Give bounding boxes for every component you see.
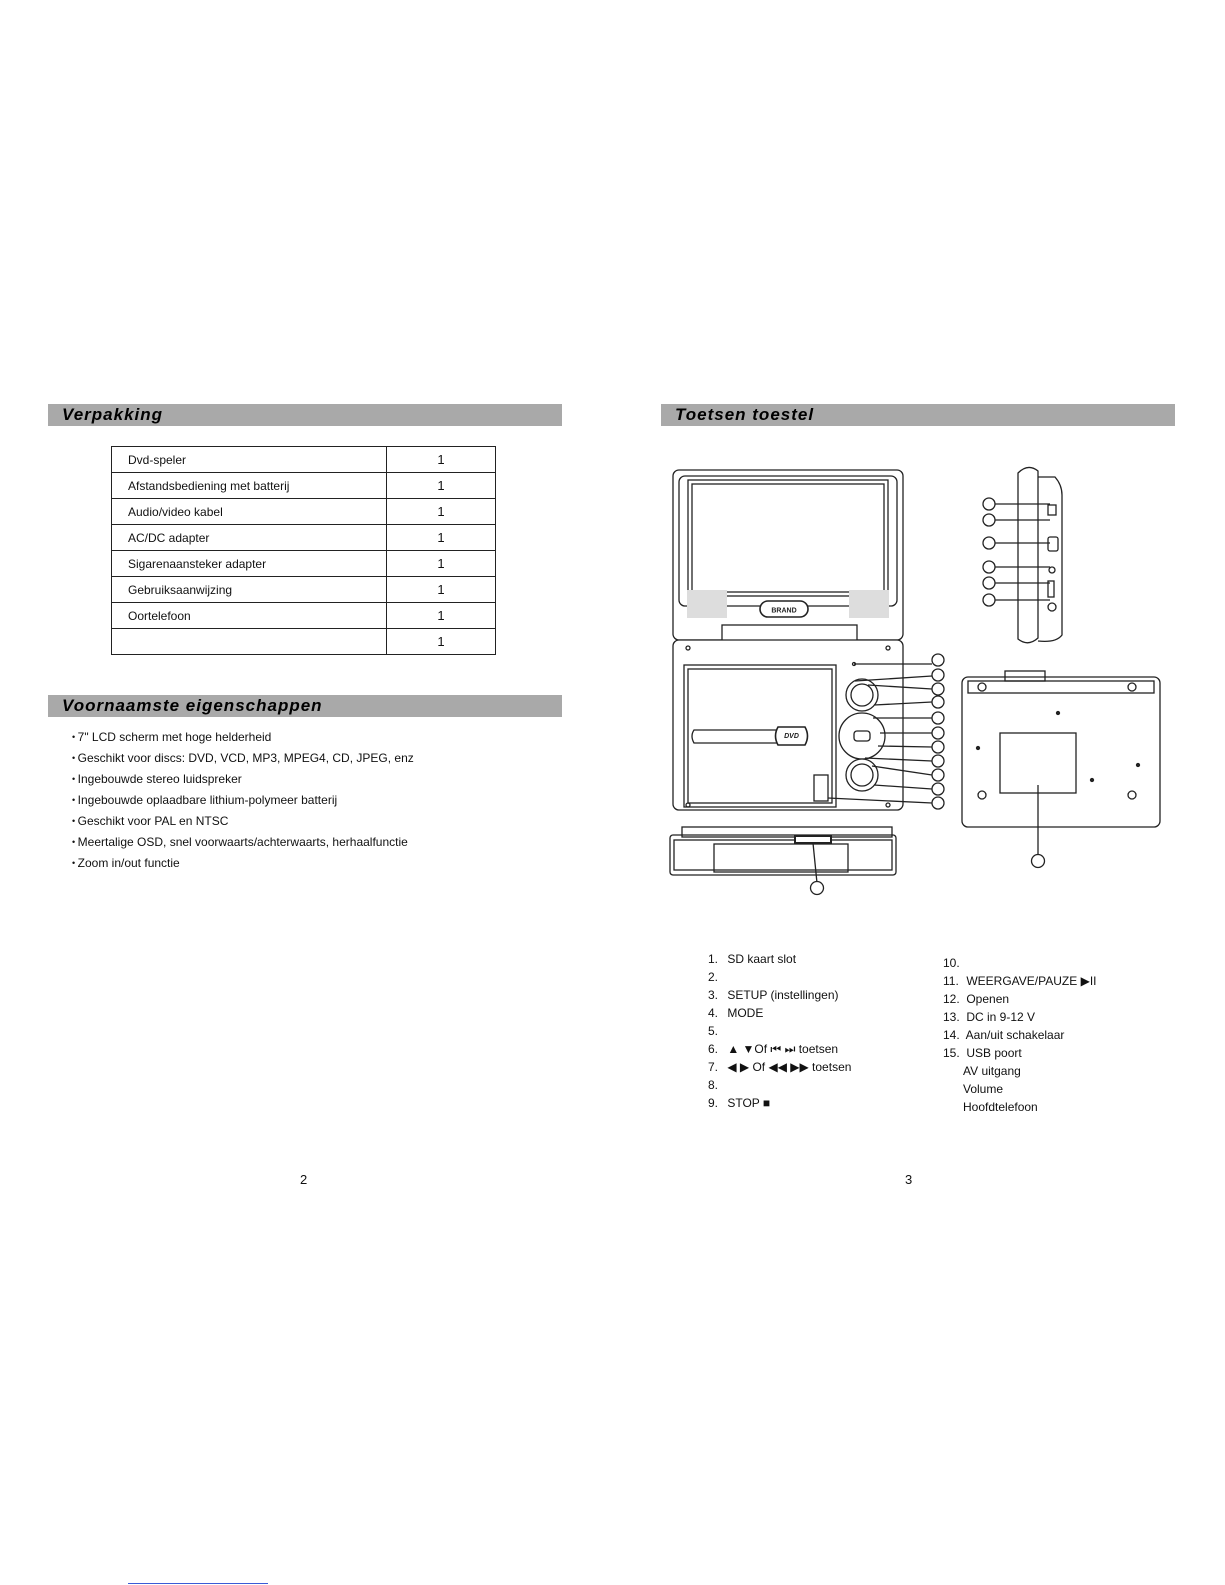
legend-number: 6. bbox=[708, 1042, 719, 1056]
legend-text: ◀ ▶ Of ◀◀ ▶▶ toetsen bbox=[727, 1060, 852, 1074]
legend-item bbox=[708, 1094, 851, 1112]
device-rear-view bbox=[962, 671, 1160, 868]
legend-text: Aan/uit schakelaar bbox=[965, 1028, 1065, 1042]
device-bottom-edge bbox=[670, 827, 896, 895]
table-row bbox=[112, 447, 496, 473]
item-name: Oortelefoon bbox=[112, 603, 387, 629]
legend-item: Hoofdtelefoon bbox=[963, 1100, 1038, 1114]
table-row bbox=[112, 499, 496, 525]
legend-number: 5. bbox=[708, 1024, 719, 1038]
legend-item bbox=[943, 1044, 1096, 1062]
device-diagram bbox=[660, 455, 1175, 910]
packing-table bbox=[111, 446, 496, 655]
feature-item: • Meertalige OSD, snel voorwaarts/achterwaarts, herhaalfunctie bbox=[72, 832, 414, 853]
feature-item: • Ingebouwde oplaadbare lithium-polymeer batterij bbox=[72, 790, 414, 811]
item-quantity: 1 bbox=[387, 577, 496, 603]
item-quantity: 1 bbox=[387, 551, 496, 577]
legend-item bbox=[708, 1022, 851, 1040]
legend-item bbox=[708, 968, 851, 986]
section-header-toetsen bbox=[661, 404, 1175, 426]
legend-text: USB poort bbox=[966, 1046, 1022, 1060]
legend-number: 11. bbox=[943, 974, 959, 988]
item-quantity: 1 bbox=[387, 447, 496, 473]
item-name: AC/DC adapter bbox=[112, 525, 387, 551]
legend-number: 15. bbox=[943, 1046, 960, 1060]
section-header-eigenschappen bbox=[48, 695, 562, 717]
legend-number: 14. bbox=[943, 1028, 960, 1042]
dvd-logo: DVD bbox=[784, 733, 799, 740]
item-name bbox=[112, 629, 387, 655]
table-row bbox=[112, 629, 496, 655]
legend-number: 8. bbox=[708, 1078, 719, 1092]
legend-item bbox=[708, 1040, 851, 1058]
legend-item: Volume bbox=[963, 1082, 1004, 1096]
table-row bbox=[112, 603, 496, 629]
feature-item: • Ingebouwde stereo luidspreker bbox=[72, 769, 414, 790]
control-legend-right bbox=[943, 954, 1096, 1116]
section-header-verpakking bbox=[48, 404, 562, 426]
legend-item bbox=[943, 990, 1096, 1008]
feature-item: • Geschikt voor discs: DVD, VCD, MP3, MPEG4, CD, JPEG, enz bbox=[72, 748, 414, 769]
legend-text: SETUP (instellingen) bbox=[727, 988, 839, 1002]
legend-number: 12. bbox=[943, 992, 960, 1006]
legend-text: DC in 9-12 V bbox=[966, 1010, 1036, 1024]
bottom-divider bbox=[128, 1583, 268, 1584]
section-title: Voornaamste eigenschappen bbox=[62, 696, 323, 715]
legend-item bbox=[708, 986, 851, 1004]
legend-number: 2. bbox=[708, 970, 719, 984]
legend-item bbox=[708, 1076, 851, 1094]
item-name: Dvd-speler bbox=[112, 447, 387, 473]
legend-text: Openen bbox=[966, 992, 1010, 1006]
item-name: Afstandsbediening met batterij bbox=[112, 473, 387, 499]
feature-item: • Geschikt voor PAL en NTSC bbox=[72, 811, 414, 832]
table-row bbox=[112, 577, 496, 603]
table-row bbox=[112, 551, 496, 577]
device-side-view bbox=[983, 467, 1062, 642]
legend-number: 13. bbox=[943, 1010, 960, 1024]
legend-item bbox=[943, 954, 1096, 972]
legend-item bbox=[943, 1008, 1096, 1026]
legend-text: STOP ■ bbox=[727, 1096, 771, 1110]
legend-item bbox=[708, 1058, 851, 1076]
feature-item: • 7" LCD scherm met hoge helderheid bbox=[72, 727, 414, 748]
legend-item bbox=[708, 950, 851, 968]
legend-text: SD kaart slot bbox=[727, 952, 797, 966]
legend-text: MODE bbox=[727, 1006, 764, 1020]
feature-item: • Zoom in/out functie bbox=[72, 853, 414, 874]
section-title: Verpakking bbox=[62, 405, 164, 424]
legend-number: 10. bbox=[943, 956, 960, 970]
item-quantity: 1 bbox=[387, 525, 496, 551]
item-quantity: 1 bbox=[387, 499, 496, 525]
legend-item bbox=[708, 1004, 851, 1022]
legend-number: 9. bbox=[708, 1096, 719, 1110]
item-name: Sigarenaansteker adapter bbox=[112, 551, 387, 577]
section-title: Toetsen toestel bbox=[675, 405, 815, 424]
feature-list bbox=[72, 727, 414, 874]
item-quantity: 1 bbox=[387, 473, 496, 499]
item-quantity: 1 bbox=[387, 629, 496, 655]
control-legend-left bbox=[708, 950, 851, 1112]
legend-text: WEERGAVE/PAUZE ▶II bbox=[966, 974, 1097, 988]
table-row bbox=[112, 473, 496, 499]
page-number-left: 2 bbox=[300, 1172, 308, 1187]
device-front bbox=[673, 470, 944, 810]
item-name: Gebruiksaanwijzing bbox=[112, 577, 387, 603]
brand-label: BRAND bbox=[771, 607, 797, 615]
item-name: Audio/video kabel bbox=[112, 499, 387, 525]
legend-number: 1. bbox=[708, 952, 719, 966]
legend-number: 4. bbox=[708, 1006, 719, 1020]
table-row bbox=[112, 525, 496, 551]
legend-item bbox=[943, 972, 1096, 990]
legend-item bbox=[943, 1026, 1096, 1044]
page-number-right: 3 bbox=[905, 1172, 913, 1187]
legend-number: 3. bbox=[708, 988, 719, 1002]
item-quantity: 1 bbox=[387, 603, 496, 629]
legend-number: 7. bbox=[708, 1060, 719, 1074]
legend-item: AV uitgang bbox=[963, 1064, 1021, 1078]
legend-text: ▲ ▼Of ⏮ ⏭ toetsen bbox=[727, 1042, 839, 1056]
